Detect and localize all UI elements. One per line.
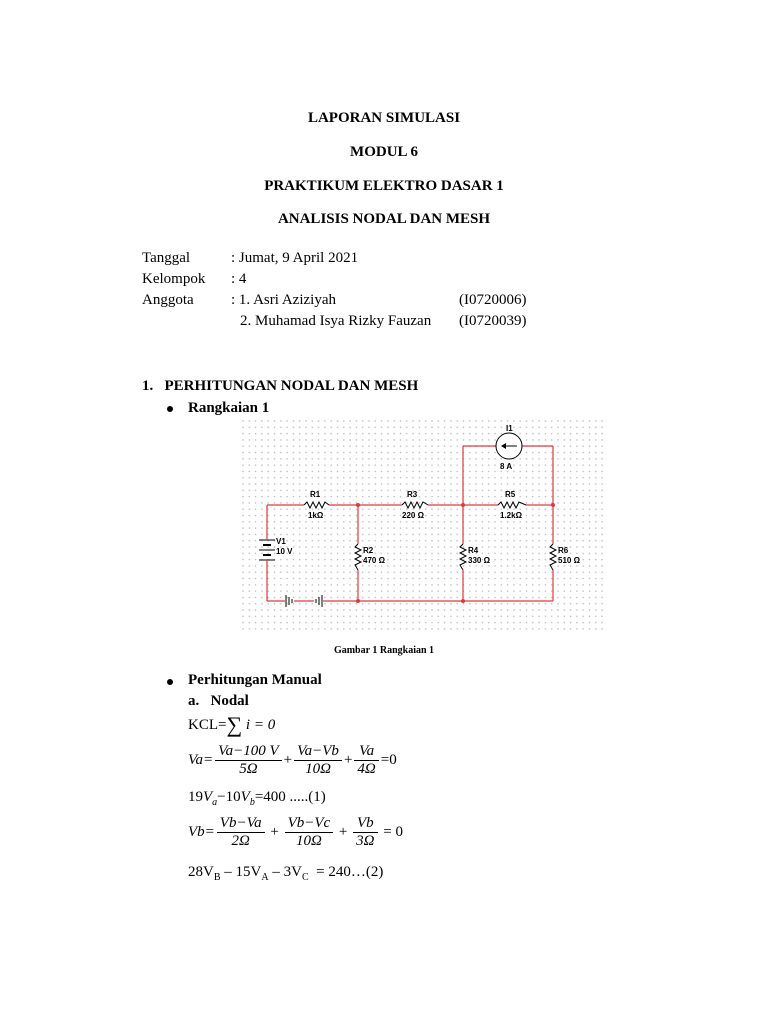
equation-1-result: $19V_a-10V_b=400$ .....(1) bbox=[188, 789, 326, 808]
r2-value: 470 Ω bbox=[363, 556, 385, 565]
title-line-1: LAPORAN SIMULASI bbox=[307, 110, 461, 126]
section-heading: 1. PERHITUNGAN NODAL DAN MESH bbox=[142, 378, 419, 394]
member-1-name: : 1. Asri Aziziyah bbox=[231, 292, 336, 308]
r5-value: 1.2kΩ bbox=[500, 511, 522, 520]
tanggal-label: Tanggal bbox=[142, 250, 191, 266]
r6-value: 510 Ω bbox=[558, 556, 580, 565]
kelompok-label: Kelompok bbox=[142, 271, 206, 287]
r3-label: R3 bbox=[407, 490, 418, 499]
r6-label: R6 bbox=[558, 546, 569, 555]
member-1-id: (I0720006) bbox=[459, 292, 527, 308]
circuit-diagram bbox=[242, 420, 604, 632]
r4-value: 330 Ω bbox=[468, 556, 490, 565]
title-line-3: PRAKTIKUM ELEKTRO DASAR 1 bbox=[264, 178, 504, 194]
member-2-name: 2. Muhamad Isya Rizky Fauzan bbox=[240, 313, 432, 329]
r3-value: 220 Ω bbox=[402, 511, 424, 520]
v1-value: 10 V bbox=[276, 547, 293, 556]
bullet-icon bbox=[167, 406, 173, 412]
figure-caption: Gambar 1 Rangkaian 1 bbox=[333, 645, 435, 656]
nodal-equation-va: Va= $\frac{Va-100 V}{5\Omega}$ + $\frac{Va-Vb}{10\Omega}$ + $\frac{Va}{4\Omega}$ =0 bbox=[188, 743, 397, 777]
bullet-perhitungan: Perhitungan Manual bbox=[188, 672, 322, 688]
member-2-id: (I0720039) bbox=[459, 313, 527, 329]
current-source-icon bbox=[496, 433, 522, 459]
nodal-equation-vb: Vb= $\frac{Vb-Va}{2\Omega}$ + $\frac{Vb-Vc}{10\Omega}$ + $\frac{Vb}{3\Omega}$ = 0 bbox=[188, 815, 403, 849]
kelompok-value: : 4 bbox=[231, 271, 247, 287]
subheading-nodal: a. Nodal bbox=[188, 693, 249, 709]
r1-value: 1kΩ bbox=[308, 511, 324, 520]
r5-label: R5 bbox=[505, 490, 516, 499]
bullet-rangkaian: Rangkaian 1 bbox=[188, 400, 270, 416]
i1-value: 8 A bbox=[500, 462, 513, 471]
r1-label: R1 bbox=[310, 490, 321, 499]
v1-label: V1 bbox=[276, 537, 286, 546]
title-line-4: ANALISIS NODAL DAN MESH bbox=[277, 211, 491, 227]
equation-2-result: $28V_B - 15V_A - 3V_C$ = 240…(2) bbox=[188, 864, 384, 883]
r4-label: R4 bbox=[468, 546, 479, 555]
title-line-2: MODUL 6 bbox=[350, 144, 418, 160]
anggota-label: Anggota bbox=[142, 292, 194, 308]
i1-label: I1 bbox=[506, 424, 513, 433]
bullet-icon bbox=[167, 679, 173, 685]
r2-label: R2 bbox=[363, 546, 374, 555]
grid-background bbox=[242, 420, 604, 632]
tanggal-value: : Jumat, 9 April 2021 bbox=[231, 250, 359, 266]
kcl-equation: KCL=∑ i = 0 bbox=[188, 712, 276, 737]
